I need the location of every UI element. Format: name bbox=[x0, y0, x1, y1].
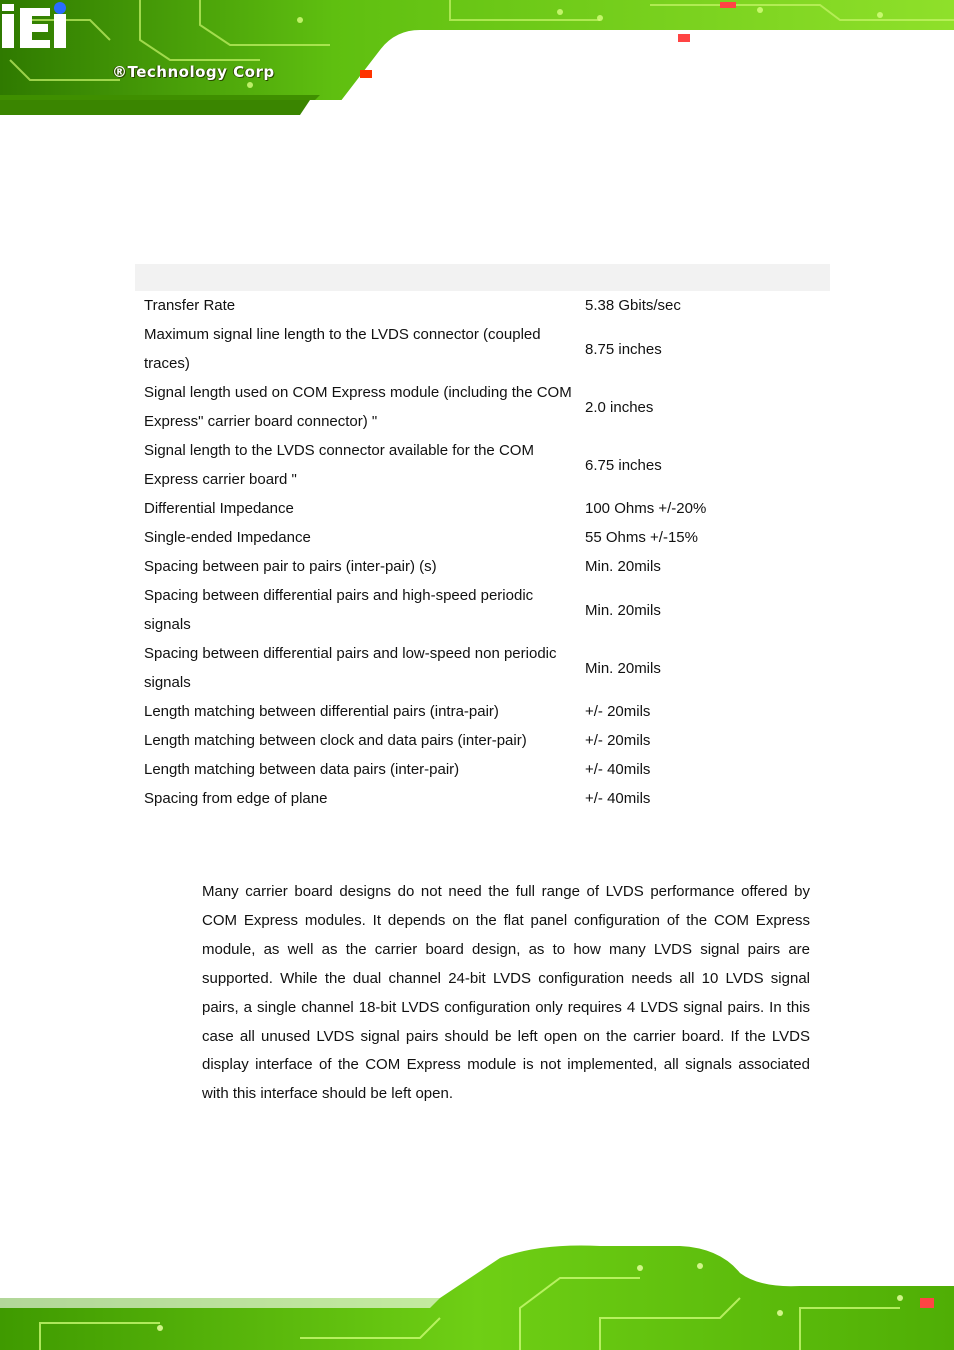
table-row bbox=[135, 581, 830, 639]
circuit-board-header-graphic bbox=[0, 0, 954, 115]
value-cell: +/- 20mils bbox=[585, 732, 651, 749]
value-cell: 5.38 Gbits/sec bbox=[585, 297, 681, 314]
table-row bbox=[135, 291, 830, 320]
parameter-cell: Maximum signal line length to the LVDS connector (coupled traces) bbox=[144, 326, 541, 372]
value-cell: +/- 20mils bbox=[585, 703, 651, 720]
value-cell: Min. 20mils bbox=[585, 601, 661, 619]
table-row bbox=[135, 755, 830, 784]
value-cell: +/- 40mils bbox=[585, 761, 651, 778]
table-row bbox=[135, 436, 830, 494]
parameter-cell: Signal length to the LVDS connector available for the COM Express carrier board " bbox=[144, 442, 534, 488]
lvds-usage-paragraph: Many carrier board designs do not need the full range of LVDS performance offered by COM Express modules. It depends on the flat panel configuration of the COM Express module, as well as the carrier board design, as to how many LVDS signal pairs are supported. While the dual channel 24-bit LVDS configuration needs all 10 LVDS signal pairs, a single channel 18-bit LVDS configuration only requires 4 LVDS signal pairs. In this case all unused LVDS signal pairs should be left open on the carrier board. If the LVDS display interface of the COM Express module is not implemented, all signals associated with this interface should be left open. bbox=[202, 883, 810, 1103]
value-cell: 55 Ohms +/-15% bbox=[585, 529, 698, 546]
table-row bbox=[135, 552, 830, 581]
value-cell: +/- 40mils bbox=[585, 790, 651, 807]
table-row bbox=[135, 523, 830, 552]
value-cell: 6.75 inches bbox=[585, 456, 662, 474]
table-row bbox=[135, 784, 830, 813]
parameter-cell: Differential Impedance bbox=[144, 500, 294, 517]
value-cell: Min. 20mils bbox=[585, 659, 661, 677]
parameter-cell: Length matching between clock and data pairs (inter-pair) bbox=[144, 732, 527, 749]
table-row bbox=[135, 320, 830, 378]
page-footer-banner bbox=[0, 1238, 954, 1350]
parameter-cell: Spacing between pair to pairs (inter-pair) (s) bbox=[144, 558, 437, 575]
iei-logo-icon bbox=[0, 0, 80, 52]
table-row bbox=[135, 378, 830, 436]
value-cell: 100 Ohms +/-20% bbox=[585, 500, 707, 517]
parameter-cell: Single-ended Impedance bbox=[144, 529, 311, 546]
page-header-banner bbox=[0, 0, 954, 115]
company-name: ®Technology Corp bbox=[112, 63, 275, 81]
circuit-board-footer-graphic bbox=[0, 1238, 954, 1350]
value-cell: 2.0 inches bbox=[585, 398, 654, 416]
table-row bbox=[135, 494, 830, 523]
parameter-cell: Signal length used on COM Express module (including the COM Express" carrier board connector) " bbox=[144, 384, 572, 430]
table-row bbox=[135, 697, 830, 726]
parameter-cell: Spacing between differential pairs and low-speed non periodic signals bbox=[144, 645, 557, 691]
value-cell: Min. 20mils bbox=[585, 558, 661, 575]
value-cell: 8.75 inches bbox=[585, 340, 662, 358]
parameter-cell: Length matching between differential pairs (intra-pair) bbox=[144, 703, 499, 720]
lvds-spec-table bbox=[135, 264, 830, 813]
parameter-cell: Transfer Rate bbox=[144, 297, 236, 314]
table-row bbox=[135, 726, 830, 755]
parameter-cell: Length matching between data pairs (inter-pair) bbox=[144, 761, 460, 778]
parameter-cell: Spacing from edge of plane bbox=[144, 790, 328, 807]
table-row bbox=[135, 639, 830, 697]
table-header-bar bbox=[135, 264, 830, 291]
parameter-cell: Spacing between differential pairs and high-speed periodic signals bbox=[144, 587, 534, 633]
